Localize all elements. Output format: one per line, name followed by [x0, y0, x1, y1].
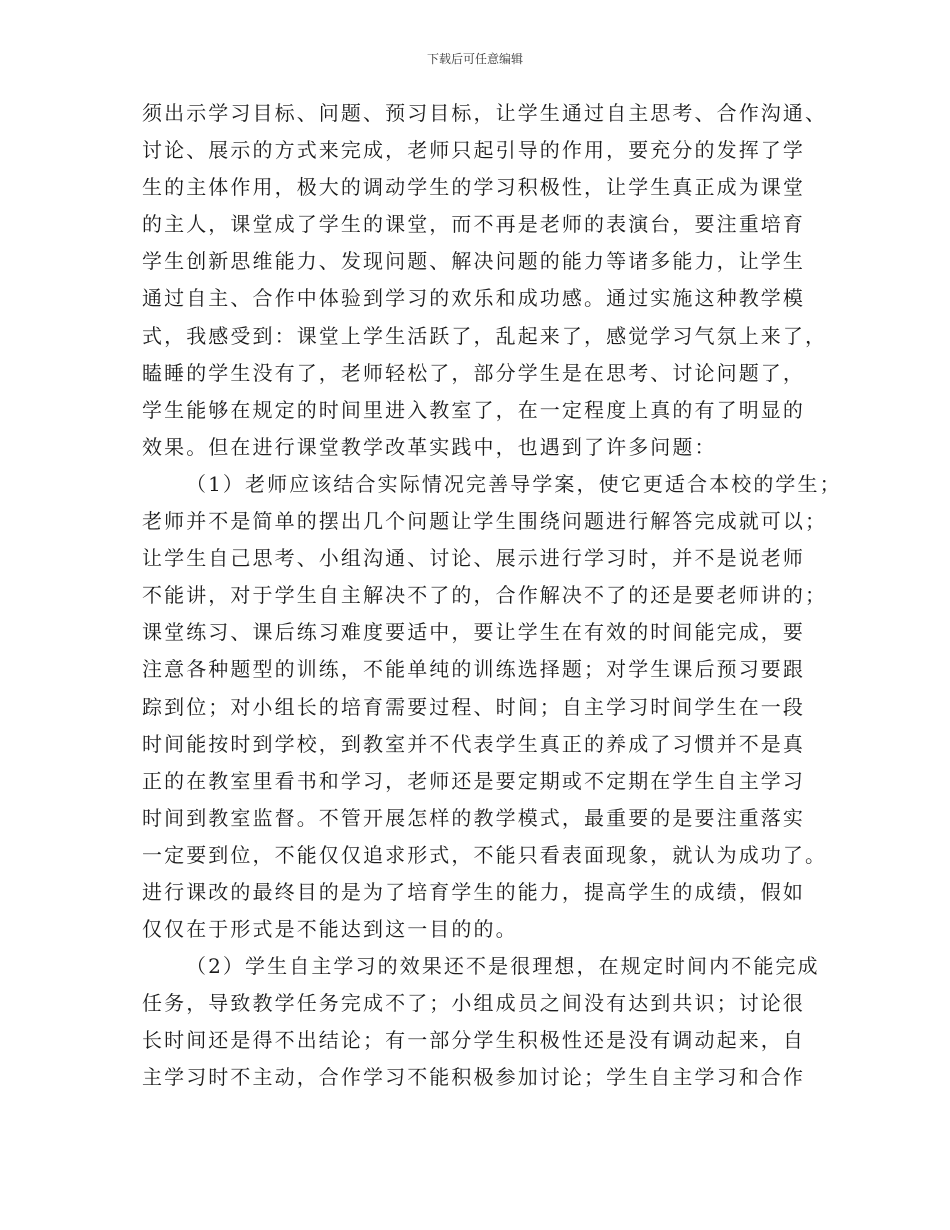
text-line: （2）学生自主学习的效果还不是很理想，在规定时间内不能完成 [186, 954, 820, 979]
text-line: 长时间还是得不出结论；有一部分学生积极性还是没有调动起来，自 [142, 1028, 805, 1053]
text-line: 老师并不是简单的摆出几个问题让学生围绕问题进行解答完成就可以； [142, 509, 828, 534]
text-line: 时间能按时到学校，到教室并不代表学生真正的养成了习惯并不是真 [142, 731, 805, 756]
body-text [142, 95, 842, 1097]
text-line: （1）老师应该结合实际情况完善导学案，使它更适合本校的学生； [186, 471, 842, 496]
text-line: 课堂练习、课后练习难度要适中，要让学生在有效的时间能完成，要 [142, 620, 805, 645]
text-line: 时间到教室监督。不管开展怎样的教学模式，最重要的是要注重落实 [142, 805, 805, 830]
text-line: 讨论、展示的方式来完成，老师只起引导的作用，要充分的发挥了学 [142, 138, 805, 163]
text-line: 须出示学习目标、问题、预习目标，让学生通过自主思考、合作沟通、 [142, 101, 828, 125]
text-line: 的主人，课堂成了学生的课堂，而不再是老师的表演台，要注重培育 [142, 212, 805, 237]
text-line: 式，我感受到：课堂上学生活跃了，乱起来了，感觉学习气氛上来了， [142, 323, 828, 348]
page-header: 下载后可任意编辑 [426, 52, 523, 66]
text-line: 学生创新思维能力、发现问题、解决问题的能力等诸多能力，让学生 [142, 249, 805, 274]
text-line: 学生能够在规定的时间里进入教室了，在一定程度上真的有了明显的 [142, 397, 805, 422]
text-line: 生的主体作用，极大的调动学生的学习积极性，让学生真正成为课堂 [142, 175, 805, 200]
text-line: 效果。但在进行课堂教学改革实践中，也遇到了许多问题： [142, 434, 717, 459]
text-line: 不能讲，对于学生自主解决不了的，合作解决不了的还是要老师讲的； [142, 583, 828, 608]
text-line: 进行课改的最终目的是为了培育学生的能力，提高学生的成绩，假如 [142, 879, 805, 904]
text-line: 踪到位；对小组长的培育需要过程、时间；自主学习时间学生在一段 [142, 694, 805, 719]
text-line: 让学生自己思考、小组沟通、讨论、展示进行学习时，并不是说老师 [142, 546, 805, 571]
text-line: 任务，导致教学任务完成不了；小组成员之间没有达到共识；讨论很 [142, 991, 805, 1016]
text-line: 瞌睡的学生没有了，老师轻松了，部分学生是在思考、讨论问题了， [142, 360, 805, 385]
text-line: 注意各种题型的训练，不能单纯的训练选择题；对学生课后预习要跟 [142, 657, 805, 682]
text-line: 主学习时不主动，合作学习不能积极参加讨论；学生自主学习和合作 [142, 1065, 805, 1090]
text-line: 一定要到位，不能仅仅追求形式，不能只看表面现象，就认为成功了。 [142, 842, 828, 867]
text-line: 仅仅在于形式是不能达到这一目的的。 [142, 917, 518, 942]
text-line: 正的在教室里看书和学习，老师还是要定期或不定期在学生自主学习 [142, 768, 805, 793]
text-line: 通过自主、合作中体验到学习的欢乐和成功感。通过实施这种教学模 [142, 286, 805, 311]
